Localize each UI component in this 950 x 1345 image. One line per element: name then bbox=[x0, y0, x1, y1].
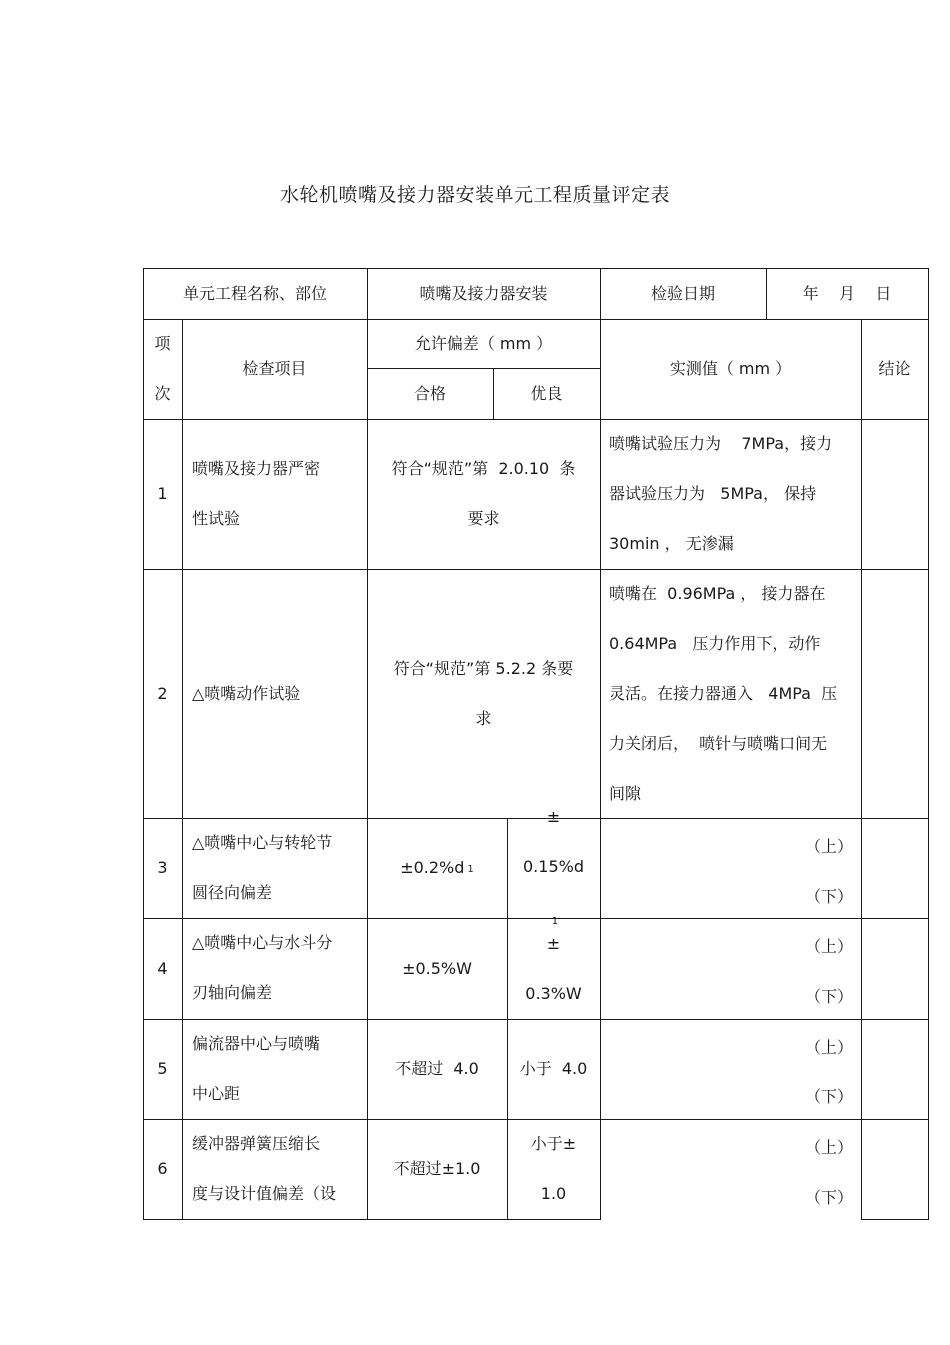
seq-header-line-1: 项 bbox=[154, 334, 171, 353]
row-2-measured-line: 力关闭后， 喷针与喷嘴口间无 bbox=[609, 734, 828, 753]
row-3-excellent-value: 0.15%d bbox=[523, 856, 584, 876]
row-5-lower: （下） bbox=[805, 1087, 854, 1106]
unit-name-value: 喷嘴及接力器安装 bbox=[419, 283, 548, 303]
row-2-tolerance-line: 符合“规范”第 5.2.2 条要 bbox=[393, 658, 574, 678]
row-4-excellent-line: ± bbox=[546, 933, 561, 953]
row-3-qualified bbox=[367, 818, 507, 918]
item-header: 检查项目 bbox=[242, 359, 307, 378]
row-1-tolerance bbox=[367, 419, 600, 569]
row-6-excellent bbox=[507, 1119, 600, 1219]
row-1-measured-line: 30min ， 无渗漏 bbox=[609, 534, 734, 553]
date-value: 年 月 日 bbox=[802, 283, 892, 303]
tolerance-header: 允许偏差（ mm ） bbox=[414, 333, 553, 353]
row-3-item-line: △喷嘴中心与转轮节 bbox=[192, 833, 333, 852]
seq-header bbox=[143, 319, 182, 419]
row-3-item-line: 圆径向偏差 bbox=[192, 883, 273, 902]
row-5-qualified: 不超过 4.0 bbox=[395, 1059, 479, 1078]
row-5-item-line: 中心距 bbox=[192, 1084, 241, 1103]
row-4-excellent-line: 0.3%W bbox=[525, 983, 582, 1003]
row-6-upper: （上） bbox=[805, 1138, 854, 1157]
row-3-lower: （下） bbox=[805, 887, 854, 906]
row-3-upper: （上） bbox=[805, 837, 854, 856]
row-1-item-line: 性试验 bbox=[192, 509, 241, 528]
excellent-header: 优良 bbox=[530, 383, 563, 403]
row-6-lower: （下） bbox=[805, 1188, 854, 1207]
conclusion-header: 结论 bbox=[878, 359, 911, 378]
date-label: 检验日期 bbox=[650, 283, 715, 303]
row-3-excellent bbox=[507, 806, 600, 927]
document-title: 水轮机喷嘴及接力器安装单元工程质量评定表 bbox=[279, 184, 670, 206]
row-5-upper: （上） bbox=[805, 1038, 854, 1057]
row-4-lower: （下） bbox=[805, 987, 854, 1006]
row-6-item-line: 缓冲器弹簧压缩长 bbox=[192, 1134, 321, 1153]
seq-header-line-2: 次 bbox=[154, 384, 171, 403]
row-2-measured-line: 间隙 bbox=[609, 784, 642, 803]
row-1-measured bbox=[609, 419, 859, 569]
row-6-item-line: 度与设计值偏差（设 bbox=[192, 1184, 337, 1203]
row-1-no: 1 bbox=[157, 484, 168, 503]
row-4-item-line: △喷嘴中心与水斗分 bbox=[192, 933, 333, 952]
row-1-item bbox=[192, 419, 364, 569]
row-6-excellent-line: 1.0 bbox=[540, 1184, 567, 1203]
row-5-excellent: 小于 4.0 bbox=[519, 1059, 588, 1078]
row-1-measured-line: 器试验压力为 5MPa， 保持 bbox=[609, 484, 817, 503]
row-1-tolerance-line: 符合“规范”第 2.0.10 条 bbox=[391, 459, 576, 478]
row-3-excellent-line: ± bbox=[546, 806, 561, 826]
row-5-item-line: 偏流器中心与喷嘴 bbox=[192, 1034, 321, 1053]
row-2-tolerance bbox=[367, 569, 600, 818]
row-6-qualified: 不超过±1.0 bbox=[393, 1159, 481, 1178]
row-2-measured-line: 0.64MPa 压力作用下，动作 bbox=[609, 634, 821, 653]
row-4-no: 4 bbox=[157, 958, 168, 978]
row-3-item bbox=[192, 818, 364, 918]
row-1-measured-line: 喷嘴试验压力为 7MPa，接力 bbox=[609, 434, 833, 453]
measured-header: 实测值（ mm ） bbox=[669, 359, 792, 378]
row-5-item bbox=[192, 1019, 364, 1119]
row-4-item bbox=[192, 918, 364, 1019]
row-4-item-line: 刃轴向偏差 bbox=[192, 983, 273, 1002]
row-2-item: △喷嘴动作试验 bbox=[192, 683, 301, 703]
row-2-measured-line: 灵活。在接力器通入 4MPa 压 bbox=[609, 684, 838, 703]
row-6-excellent-line: 小于± bbox=[530, 1134, 577, 1153]
row-1-item-line: 喷嘴及接力器严密 bbox=[192, 459, 321, 478]
row-4-excellent bbox=[507, 915, 600, 1019]
row-2-no: 2 bbox=[157, 683, 168, 703]
row-3-no: 3 bbox=[157, 858, 168, 877]
row-3-excellent-subscript: 1 bbox=[551, 915, 559, 927]
row-2-measured bbox=[609, 569, 859, 818]
row-5-no: 5 bbox=[157, 1059, 168, 1078]
row-4-upper: （上） bbox=[805, 937, 854, 956]
row-2-measured-line: 喷嘴在 0.96MPa ， 接力器在 bbox=[609, 584, 826, 603]
row-6-no: 6 bbox=[157, 1159, 168, 1178]
qualified-header: 合格 bbox=[413, 383, 446, 403]
row-3-qualified-subscript: 1 bbox=[467, 864, 474, 875]
row-4-qualified: ±0.5%W bbox=[402, 958, 472, 978]
row-6-item bbox=[192, 1119, 364, 1219]
row-3-qualified-value: ±0.2%d bbox=[400, 858, 465, 877]
row-2-tolerance-line: 求 bbox=[475, 708, 492, 728]
unit-name-label: 单元工程名称、部位 bbox=[182, 283, 327, 303]
row-1-tolerance-line: 要求 bbox=[467, 509, 500, 528]
